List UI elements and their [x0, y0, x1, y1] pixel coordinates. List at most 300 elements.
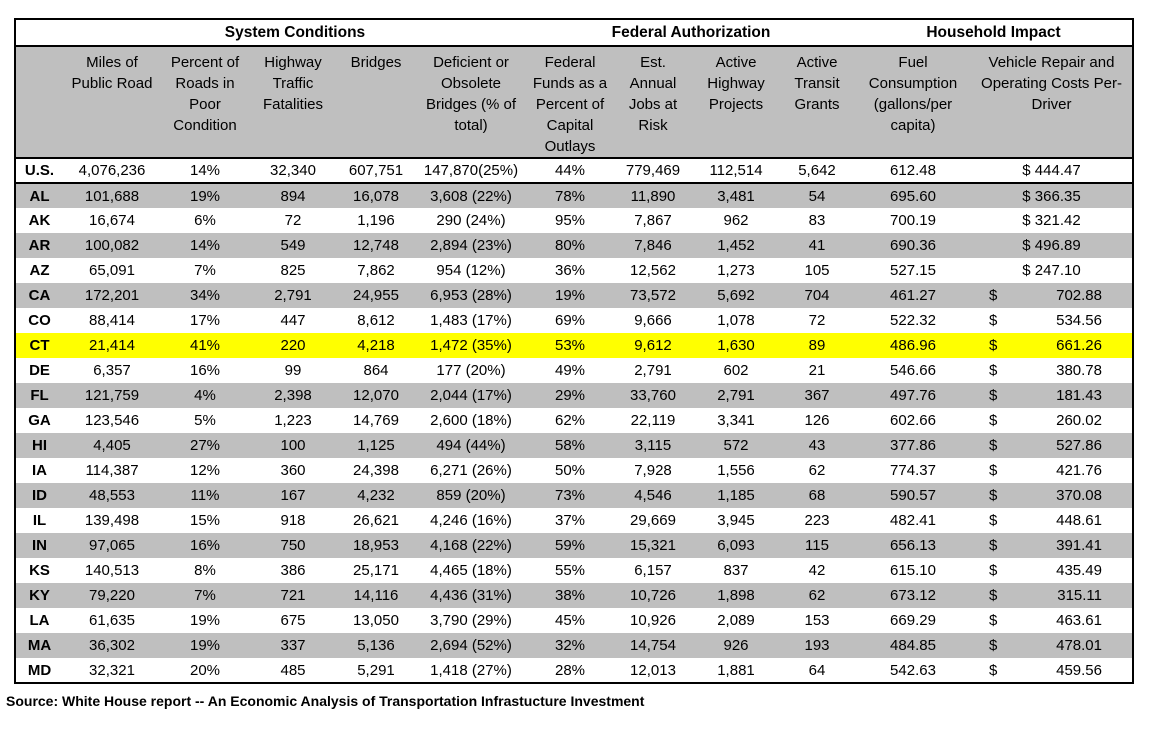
value-cell: 2,791 — [693, 383, 779, 408]
value-cell: 1,125 — [337, 433, 415, 458]
value-cell: 377.86 — [855, 433, 971, 458]
value-cell: 12,748 — [337, 233, 415, 258]
table-row-co — [15, 308, 1133, 333]
value-cell: 140,513 — [63, 558, 161, 583]
table-row-la — [15, 608, 1133, 633]
repair-cost-cell: $ 496.89 — [971, 233, 1133, 258]
table-row-ak — [15, 208, 1133, 233]
column-header-fuel-consumption: Fuel Consumption (gallons/per capita) — [855, 46, 971, 158]
value-cell: 825 — [249, 258, 337, 283]
value-cell: 4,246 (16%) — [415, 508, 527, 533]
column-header-percent-of: Percent of Roads in Poor Condition — [161, 46, 249, 158]
repair-amount: 315.11 — [1057, 587, 1102, 604]
state-label-ar: AR — [15, 233, 63, 258]
value-cell: 167 — [249, 483, 337, 508]
value-cell: 918 — [249, 508, 337, 533]
value-cell: 99 — [249, 358, 337, 383]
state-label-de: DE — [15, 358, 63, 383]
value-cell: 4,465 (18%) — [415, 558, 527, 583]
value-cell: 602.66 — [855, 408, 971, 433]
value-cell: 61,635 — [63, 608, 161, 633]
repair-amount: 260.02 — [1056, 412, 1102, 429]
value-cell: 16,078 — [337, 183, 415, 208]
value-cell: 864 — [337, 358, 415, 383]
value-cell: 704 — [779, 283, 855, 308]
column-header-vehicle-repair: Vehicle Repair and Operating Costs Per-Driver — [971, 46, 1133, 158]
value-cell: 656.13 — [855, 533, 971, 558]
value-cell: 48,553 — [63, 483, 161, 508]
state-label-il: IL — [15, 508, 63, 533]
value-cell: 29,669 — [613, 508, 693, 533]
value-cell: 675 — [249, 608, 337, 633]
value-cell: 894 — [249, 183, 337, 208]
value-cell: 2,791 — [249, 283, 337, 308]
repair-amount: 370.08 — [1056, 487, 1102, 504]
repair-amount: 661.26 — [1056, 337, 1102, 354]
table-row-ct — [15, 333, 1133, 358]
repair-amount: 380.78 — [1056, 362, 1102, 379]
value-cell: 42 — [779, 558, 855, 583]
state-label-in: IN — [15, 533, 63, 558]
value-cell: 486.96 — [855, 333, 971, 358]
column-header-row — [15, 46, 1133, 158]
value-cell: 139,498 — [63, 508, 161, 533]
value-cell: 5,291 — [337, 658, 415, 683]
value-cell: 522.32 — [855, 308, 971, 333]
value-cell: 1,185 — [693, 483, 779, 508]
value-cell: 115 — [779, 533, 855, 558]
value-cell: 2,398 — [249, 383, 337, 408]
value-cell: 6,157 — [613, 558, 693, 583]
currency-sign: $ — [989, 412, 998, 429]
value-cell: 62 — [779, 583, 855, 608]
repair-cost-cell — [971, 583, 1133, 608]
value-cell: 121,759 — [63, 383, 161, 408]
value-cell: 2,791 — [613, 358, 693, 383]
value-cell: 27% — [161, 433, 249, 458]
value-cell: 4,405 — [63, 433, 161, 458]
group-header-row — [15, 19, 1133, 46]
repair-cost-cell: $ 444.47 — [971, 158, 1133, 183]
value-cell: 612.48 — [855, 158, 971, 183]
value-cell: 3,481 — [693, 183, 779, 208]
value-cell: 14% — [161, 158, 249, 183]
value-cell: 461.27 — [855, 283, 971, 308]
value-cell: 14,116 — [337, 583, 415, 608]
value-cell: 43 — [779, 433, 855, 458]
value-cell: 1,223 — [249, 408, 337, 433]
value-cell: 954 (12%) — [415, 258, 527, 283]
value-cell: 721 — [249, 583, 337, 608]
value-cell: 89 — [779, 333, 855, 358]
value-cell: 28% — [527, 658, 613, 683]
value-cell: 50% — [527, 458, 613, 483]
value-cell: 16% — [161, 358, 249, 383]
value-cell: 549 — [249, 233, 337, 258]
currency-sign: $ — [989, 487, 998, 504]
value-cell: 1,273 — [693, 258, 779, 283]
value-cell: 9,666 — [613, 308, 693, 333]
value-cell: 24,398 — [337, 458, 415, 483]
state-label-md: MD — [15, 658, 63, 683]
value-cell: 24,955 — [337, 283, 415, 308]
table-body — [15, 158, 1133, 683]
value-cell: 101,688 — [63, 183, 161, 208]
value-cell: 602 — [693, 358, 779, 383]
value-cell: 3,945 — [693, 508, 779, 533]
value-cell: 497.76 — [855, 383, 971, 408]
value-cell: 3,115 — [613, 433, 693, 458]
value-cell: 1,556 — [693, 458, 779, 483]
value-cell: 100,082 — [63, 233, 161, 258]
value-cell: 1,418 (27%) — [415, 658, 527, 683]
value-cell: 37% — [527, 508, 613, 533]
repair-cost-cell — [971, 433, 1133, 458]
table-row-in — [15, 533, 1133, 558]
value-cell: 45% — [527, 608, 613, 633]
repair-cost-cell — [971, 358, 1133, 383]
value-cell: 73,572 — [613, 283, 693, 308]
table-row-al — [15, 183, 1133, 208]
value-cell: 65,091 — [63, 258, 161, 283]
repair-amount: 459.56 — [1056, 661, 1102, 679]
group-header-system-conditions: System Conditions — [63, 19, 527, 46]
value-cell: 484.85 — [855, 633, 971, 658]
value-cell: 1,630 — [693, 333, 779, 358]
value-cell: 41 — [779, 233, 855, 258]
value-cell: 7,928 — [613, 458, 693, 483]
table-row-ga — [15, 408, 1133, 433]
repair-cost-cell — [971, 408, 1133, 433]
value-cell: 5,692 — [693, 283, 779, 308]
value-cell: 29% — [527, 383, 613, 408]
currency-sign: $ — [989, 362, 998, 379]
value-cell: 21,414 — [63, 333, 161, 358]
value-cell: 153 — [779, 608, 855, 633]
value-cell: 19% — [527, 283, 613, 308]
repair-amount: 435.49 — [1056, 562, 1102, 579]
value-cell: 16% — [161, 533, 249, 558]
table-row-ky — [15, 583, 1133, 608]
value-cell: 337 — [249, 633, 337, 658]
column-header-federal-funds: Federal Funds as a Percent of Capital Outlays — [527, 46, 613, 158]
table-row-de — [15, 358, 1133, 383]
value-cell: 1,881 — [693, 658, 779, 683]
value-cell: 36% — [527, 258, 613, 283]
column-header-highway-traffic: Highway Traffic Fatalities — [249, 46, 337, 158]
state-label-la: LA — [15, 608, 63, 633]
value-cell: 447 — [249, 308, 337, 333]
value-cell: 72 — [249, 208, 337, 233]
value-cell: 673.12 — [855, 583, 971, 608]
repair-cost-cell — [971, 383, 1133, 408]
value-cell: 695.60 — [855, 183, 971, 208]
value-cell: 32,321 — [63, 658, 161, 683]
value-cell: 10,926 — [613, 608, 693, 633]
value-cell: 97,065 — [63, 533, 161, 558]
value-cell: 7,867 — [613, 208, 693, 233]
value-cell: 837 — [693, 558, 779, 583]
value-cell: 78% — [527, 183, 613, 208]
group-header-federal-authorization: Federal Authorization — [527, 19, 855, 46]
value-cell: 95% — [527, 208, 613, 233]
repair-amount: 448.61 — [1056, 512, 1102, 529]
currency-sign: $ — [989, 287, 998, 304]
state-label-hi: HI — [15, 433, 63, 458]
value-cell: 2,694 (52%) — [415, 633, 527, 658]
column-header-miles-of: Miles of Public Road — [63, 46, 161, 158]
value-cell: 41% — [161, 333, 249, 358]
value-cell: 2,089 — [693, 608, 779, 633]
value-cell: 859 (20%) — [415, 483, 527, 508]
currency-sign: $ — [989, 437, 998, 454]
value-cell: 669.29 — [855, 608, 971, 633]
value-cell: 1,078 — [693, 308, 779, 333]
value-cell: 112,514 — [693, 158, 779, 183]
table-row-ma — [15, 633, 1133, 658]
value-cell: 12% — [161, 458, 249, 483]
currency-sign: $ — [989, 312, 998, 329]
source-note: Source: White House report -- An Economic Analysis of Transportation Infrastucture Investment — [6, 693, 645, 709]
state-label-ct: CT — [15, 333, 63, 358]
currency-sign: $ — [989, 587, 998, 604]
value-cell: 779,469 — [613, 158, 693, 183]
value-cell: 88,414 — [63, 308, 161, 333]
value-cell: 2,894 (23%) — [415, 233, 527, 258]
value-cell: 17% — [161, 308, 249, 333]
repair-amount: 391.41 — [1056, 537, 1102, 554]
value-cell: 20% — [161, 658, 249, 683]
repair-cost-cell — [971, 558, 1133, 583]
value-cell: 59% — [527, 533, 613, 558]
value-cell: 64 — [779, 658, 855, 683]
repair-amount: 702.88 — [1056, 287, 1102, 304]
currency-sign: $ — [989, 462, 998, 479]
value-cell: 2,600 (18%) — [415, 408, 527, 433]
value-cell: 172,201 — [63, 283, 161, 308]
repair-cost-cell: $ 321.42 — [971, 208, 1133, 233]
value-cell: 19% — [161, 608, 249, 633]
value-cell: 15,321 — [613, 533, 693, 558]
value-cell: 62 — [779, 458, 855, 483]
value-cell: 62% — [527, 408, 613, 433]
value-cell: 21 — [779, 358, 855, 383]
value-cell: 55% — [527, 558, 613, 583]
state-label-ga: GA — [15, 408, 63, 433]
value-cell: 44% — [527, 158, 613, 183]
value-cell: 1,196 — [337, 208, 415, 233]
value-cell: 3,341 — [693, 408, 779, 433]
value-cell: 69% — [527, 308, 613, 333]
value-cell: 18,953 — [337, 533, 415, 558]
currency-sign: $ — [989, 612, 998, 629]
repair-amount: 463.61 — [1056, 612, 1102, 629]
value-cell: 22,119 — [613, 408, 693, 433]
value-cell: 11% — [161, 483, 249, 508]
value-cell: 16,674 — [63, 208, 161, 233]
value-cell: 9,612 — [613, 333, 693, 358]
value-cell: 79,220 — [63, 583, 161, 608]
value-cell: 590.57 — [855, 483, 971, 508]
value-cell: 386 — [249, 558, 337, 583]
repair-cost-cell — [971, 633, 1133, 658]
value-cell: 19% — [161, 633, 249, 658]
state-label-fl: FL — [15, 383, 63, 408]
value-cell: 32,340 — [249, 158, 337, 183]
repair-amount: 421.76 — [1056, 462, 1102, 479]
value-cell: 485 — [249, 658, 337, 683]
value-cell: 4,168 (22%) — [415, 533, 527, 558]
value-cell: 123,546 — [63, 408, 161, 433]
value-cell: 105 — [779, 258, 855, 283]
state-label-ak: AK — [15, 208, 63, 233]
repair-cost-cell — [971, 608, 1133, 633]
value-cell: 54 — [779, 183, 855, 208]
value-cell: 5% — [161, 408, 249, 433]
value-cell: 72 — [779, 308, 855, 333]
column-header-deficient-or: Deficient or Obsolete Bridges (% of total) — [415, 46, 527, 158]
state-label-al: AL — [15, 183, 63, 208]
table-row-ks — [15, 558, 1133, 583]
value-cell: 607,751 — [337, 158, 415, 183]
value-cell: 33,760 — [613, 383, 693, 408]
repair-cost-cell — [971, 283, 1133, 308]
currency-sign: $ — [989, 387, 998, 404]
state-label-ca: CA — [15, 283, 63, 308]
column-header-bridges: Bridges — [337, 46, 415, 158]
value-cell: 4,232 — [337, 483, 415, 508]
state-label-ks: KS — [15, 558, 63, 583]
value-cell: 12,013 — [613, 658, 693, 683]
table-row-hi — [15, 433, 1133, 458]
value-cell: 615.10 — [855, 558, 971, 583]
value-cell: 6,093 — [693, 533, 779, 558]
state-label-az: AZ — [15, 258, 63, 283]
column-header-est-annual: Est. Annual Jobs at Risk — [613, 46, 693, 158]
value-cell: 38% — [527, 583, 613, 608]
currency-sign: $ — [989, 637, 998, 654]
currency-sign: $ — [989, 337, 998, 354]
repair-cost-cell — [971, 508, 1133, 533]
repair-cost-cell — [971, 658, 1133, 683]
repair-amount: 534.56 — [1056, 312, 1102, 329]
currency-sign: $ — [989, 661, 998, 679]
value-cell: 6% — [161, 208, 249, 233]
value-cell: 8% — [161, 558, 249, 583]
value-cell: 73% — [527, 483, 613, 508]
value-cell: 58% — [527, 433, 613, 458]
value-cell: 360 — [249, 458, 337, 483]
value-cell: 19% — [161, 183, 249, 208]
column-header-active-highway: Active Highway Projects — [693, 46, 779, 158]
value-cell: 774.37 — [855, 458, 971, 483]
value-cell: 542.63 — [855, 658, 971, 683]
currency-sign: $ — [989, 512, 998, 529]
state-label-ma: MA — [15, 633, 63, 658]
value-cell: 14% — [161, 233, 249, 258]
value-cell: 12,070 — [337, 383, 415, 408]
value-cell: 114,387 — [63, 458, 161, 483]
value-cell: 1,898 — [693, 583, 779, 608]
value-cell: 8,612 — [337, 308, 415, 333]
value-cell: 6,953 (28%) — [415, 283, 527, 308]
value-cell: 83 — [779, 208, 855, 233]
value-cell: 147,870(25%) — [415, 158, 527, 183]
value-cell: 2,044 (17%) — [415, 383, 527, 408]
state-label-co: CO — [15, 308, 63, 333]
value-cell: 1,472 (35%) — [415, 333, 527, 358]
value-cell: 546.66 — [855, 358, 971, 383]
value-cell: 14,754 — [613, 633, 693, 658]
table-row-ca — [15, 283, 1133, 308]
value-cell: 53% — [527, 333, 613, 358]
value-cell: 193 — [779, 633, 855, 658]
table-row-ia — [15, 458, 1133, 483]
state-label-ia: IA — [15, 458, 63, 483]
value-cell: 100 — [249, 433, 337, 458]
value-cell: 4,436 (31%) — [415, 583, 527, 608]
value-cell: 32% — [527, 633, 613, 658]
repair-amount: 527.86 — [1056, 437, 1102, 454]
value-cell: 700.19 — [855, 208, 971, 233]
repair-cost-cell — [971, 308, 1133, 333]
value-cell: 572 — [693, 433, 779, 458]
state-label-ky: KY — [15, 583, 63, 608]
repair-cost-cell — [971, 533, 1133, 558]
value-cell: 7,862 — [337, 258, 415, 283]
value-cell: 10,726 — [613, 583, 693, 608]
value-cell: 4,076,236 — [63, 158, 161, 183]
repair-cost-cell — [971, 483, 1133, 508]
state-column-header — [15, 46, 63, 158]
value-cell: 6,271 (26%) — [415, 458, 527, 483]
currency-sign: $ — [989, 562, 998, 579]
value-cell: 5,642 — [779, 158, 855, 183]
state-label-id: ID — [15, 483, 63, 508]
value-cell: 3,608 (22%) — [415, 183, 527, 208]
value-cell: 34% — [161, 283, 249, 308]
value-cell: 4,546 — [613, 483, 693, 508]
value-cell: 3,790 (29%) — [415, 608, 527, 633]
value-cell: 367 — [779, 383, 855, 408]
value-cell: 7,846 — [613, 233, 693, 258]
value-cell: 177 (20%) — [415, 358, 527, 383]
infrastructure-table — [14, 18, 1134, 684]
corner-cell — [15, 19, 63, 46]
value-cell: 223 — [779, 508, 855, 533]
repair-cost-cell — [971, 333, 1133, 358]
value-cell: 482.41 — [855, 508, 971, 533]
table-row-u-s — [15, 158, 1133, 183]
state-label-u-s: U.S. — [15, 158, 63, 183]
value-cell: 4,218 — [337, 333, 415, 358]
table-row-fl — [15, 383, 1133, 408]
repair-cost-cell: $ 366.35 — [971, 183, 1133, 208]
group-header-household-impact: Household Impact — [855, 19, 1133, 46]
repair-cost-cell: $ 247.10 — [971, 258, 1133, 283]
value-cell: 36,302 — [63, 633, 161, 658]
value-cell: 926 — [693, 633, 779, 658]
value-cell: 690.36 — [855, 233, 971, 258]
table-row-id — [15, 483, 1133, 508]
value-cell: 962 — [693, 208, 779, 233]
value-cell: 25,171 — [337, 558, 415, 583]
table-row-ar — [15, 233, 1133, 258]
value-cell: 11,890 — [613, 183, 693, 208]
value-cell: 5,136 — [337, 633, 415, 658]
value-cell: 750 — [249, 533, 337, 558]
value-cell: 12,562 — [613, 258, 693, 283]
